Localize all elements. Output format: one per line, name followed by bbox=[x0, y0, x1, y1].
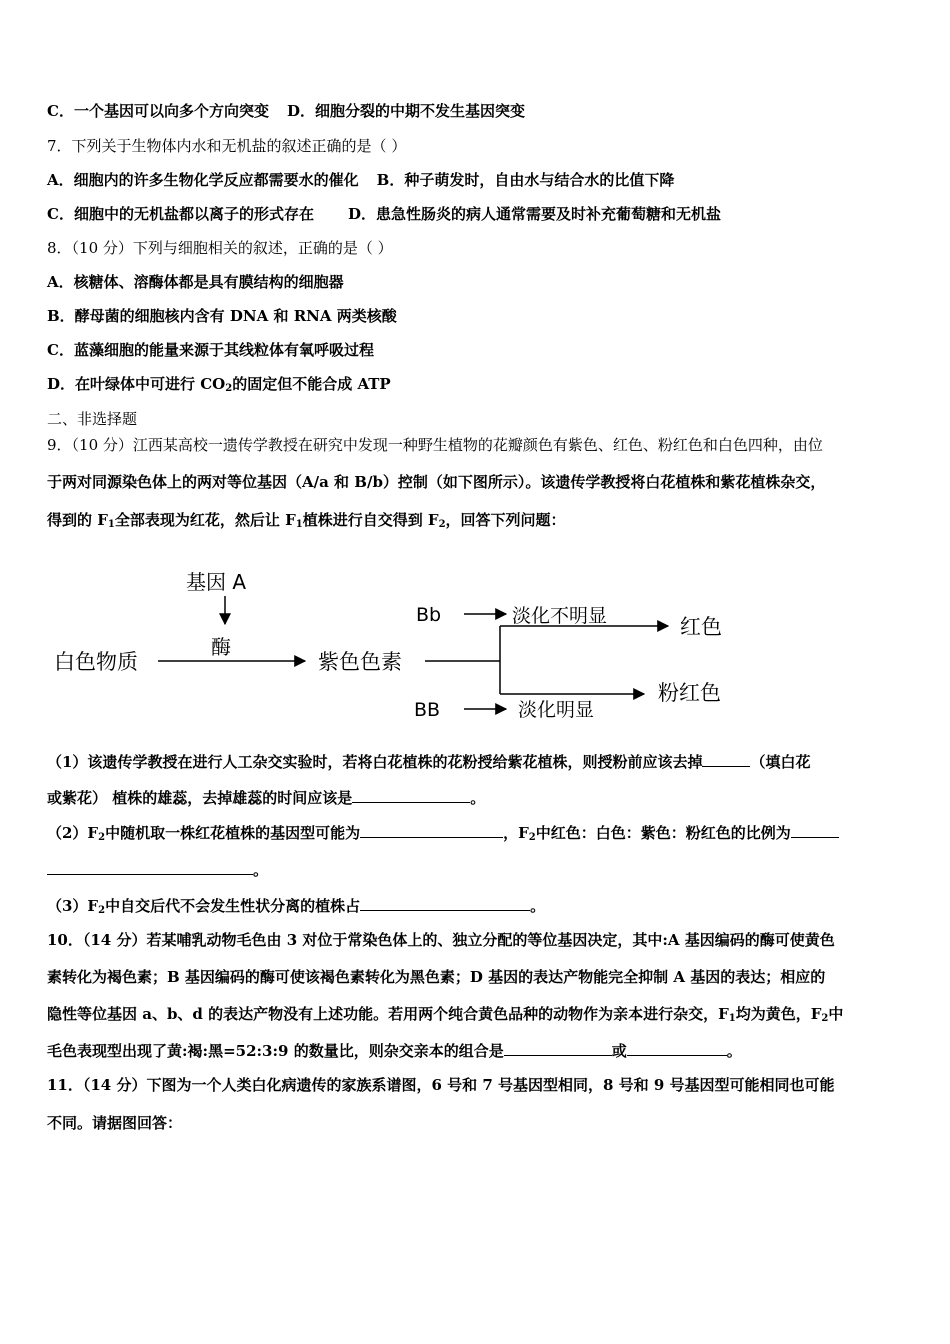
q9-p2-b: 中随机取一株红花植株的基因型可能为 bbox=[105, 824, 361, 842]
q7-options-cd bbox=[47, 204, 909, 224]
pigment-pathway-diagram bbox=[48, 562, 748, 732]
q10-line2: 素转化为褐色素；B 基因编码的酶可使该褐色素转化为黑色素；D 基因的表达产物能完全抑制 A 基因的表达；相应的 bbox=[47, 968, 826, 986]
q11-line1: 11．（14 分）下图为一个人类白化病遗传的家族系谱图，6 号和 7 号基因型相同，8 号和 9 号基因型可能相同也可能 bbox=[47, 1076, 835, 1094]
purple-pigment-label: 紫色色素 bbox=[318, 650, 402, 674]
q6-option-d: D．细胞分裂的中期不发生基因突变 bbox=[286, 102, 525, 120]
q8-stem: 8．（10 分）下列与细胞相关的叙述，正确的是（ ） bbox=[47, 239, 393, 257]
q11-line2: 不同。请据图回答： bbox=[47, 1114, 183, 1132]
q9-l3-c: 植株进行自交得到 F bbox=[302, 511, 439, 529]
q10-l3-sub1: 1 bbox=[728, 1013, 736, 1024]
q9-part1-line1 bbox=[47, 752, 909, 772]
genotype-bb-het-label: Bb bbox=[416, 604, 442, 626]
q7-option-b: B．种子萌发时，自由水与结合水的比值下降 bbox=[376, 171, 675, 189]
q7-stem: 7．下列关于生物体内水和无机盐的叙述正确的是（ ） bbox=[47, 137, 407, 155]
q8-option-d-post: 的固定但不能合成 ATP bbox=[232, 375, 391, 393]
q9-p3-a: （3）F bbox=[47, 897, 99, 915]
q9-p2-sub: 2 bbox=[98, 832, 106, 843]
q10-l4-b: 或 bbox=[611, 1042, 627, 1060]
q10-l4-c: 。 bbox=[726, 1042, 742, 1060]
q10-line4 bbox=[47, 1041, 909, 1061]
white-substance-label: 白色物质 bbox=[54, 650, 138, 674]
enzyme-label: 酶 bbox=[211, 635, 231, 659]
q10-l3-a: 隐性等位基因 a、b、d 的表达产物没有上述功能。若用两个纯合黄色品种的动物作为亲本进行杂交，F bbox=[47, 1005, 729, 1023]
q8-option-c: C．蓝藻细胞的能量来源于其线粒体有氧呼吸过程 bbox=[47, 341, 374, 359]
q9-p2-c: ，F bbox=[503, 824, 529, 842]
answer-blank[interactable] bbox=[504, 1041, 612, 1056]
q7-options-ab bbox=[47, 170, 909, 190]
q9-l3-d: ，回答下列问题： bbox=[445, 511, 566, 529]
q10-line1: 10．（14 分）若某哺乳动物毛色由 3 对位于常染色体上的、独立分配的等位基因决定，其中:A 基因编码的酶可使黄色 bbox=[47, 931, 835, 949]
q9-p3-b: 中自交后代不会发生性状分离的植株占 bbox=[105, 897, 361, 915]
q7-option-a: A．细胞内的许多生物化学反应都需要水的催化 bbox=[47, 171, 359, 189]
q9-p2-a: （2）F bbox=[47, 824, 99, 842]
answer-blank[interactable] bbox=[352, 788, 470, 803]
answer-blank[interactable] bbox=[702, 752, 750, 767]
q9-part2-line1 bbox=[47, 823, 909, 843]
q10-l4-a: 毛色表现型出现了黄:褐:黑=52:3:9 的数量比，则杂交亲本的组合是 bbox=[47, 1042, 504, 1060]
q10-line3 bbox=[47, 1004, 909, 1024]
q9-line1-text: 9．（10 分）江西某高校一遗传学教授在研究中发现一种野生植物的花瓣颜色有紫色、红色、粉红色和白色四种，由位 bbox=[47, 436, 823, 454]
q8-option-d-sub: 2 bbox=[225, 383, 233, 394]
answer-blank[interactable] bbox=[791, 823, 839, 838]
q8-option-d bbox=[47, 374, 909, 394]
q9-l3-sub1: 1 bbox=[107, 519, 115, 530]
q10-l3-sub2: 2 bbox=[821, 1013, 829, 1024]
pink-result-label: 粉红色 bbox=[658, 681, 721, 705]
q9-l3-a: 得到的 F bbox=[47, 511, 108, 529]
q6-option-c: C．一个基因可以向多个方向突变 bbox=[47, 102, 269, 120]
section-heading: 二、非选择题 bbox=[47, 410, 138, 428]
answer-blank[interactable] bbox=[627, 1041, 727, 1056]
q9-part2-line2 bbox=[47, 860, 909, 880]
q9-p2-sub2: 2 bbox=[528, 832, 536, 843]
light-strong-label: 淡化明显 bbox=[518, 699, 595, 721]
q8-option-d-pre: D．在叶绿体中可进行 CO bbox=[47, 375, 226, 393]
q9-stem-line3 bbox=[47, 510, 909, 530]
red-result-label: 红色 bbox=[680, 615, 722, 639]
answer-blank[interactable] bbox=[47, 860, 253, 875]
q8-option-a: A．核糖体、溶酶体都是具有膜结构的细胞器 bbox=[47, 273, 344, 291]
q9-l3-sub2: 2 bbox=[438, 519, 446, 530]
q6-options-row bbox=[47, 101, 909, 121]
q9-stem-line2: 于两对同源染色体上的两对等位基因（A/a 和 B/b）控制（如下图所示）。该遗传学教授将白花植株和紫花植株杂交， bbox=[47, 473, 826, 491]
q9-p1-b: （填白花 bbox=[750, 753, 811, 771]
q9-p1-c: 或紫花） 植株的雄蕊，去掉雄蕊的时间应该是 bbox=[47, 789, 353, 807]
q8-option-b: B．酵母菌的细胞核内含有 DNA 和 RNA 两类核酸 bbox=[47, 307, 397, 325]
q7-option-d: D．患急性肠炎的病人通常需要及时补充葡萄糖和无机盐 bbox=[347, 205, 721, 223]
q9-p2-d: 中红色：白色：紫色：粉红色的比例为 bbox=[535, 824, 791, 842]
q9-stem-line1 bbox=[47, 435, 909, 455]
q9-l3-sub1b: 1 bbox=[295, 519, 303, 530]
q7-option-c: C．细胞中的无机盐都以离子的形式存在 bbox=[47, 205, 314, 223]
q9-p1-d: 。 bbox=[470, 789, 486, 807]
q10-l3-b: 均为黄色，F bbox=[735, 1005, 822, 1023]
q9-p3-sub: 2 bbox=[98, 905, 106, 916]
answer-blank[interactable] bbox=[360, 896, 530, 911]
gene-a-label: 基因 A bbox=[186, 570, 247, 594]
genotype-bb-hom-label: BB bbox=[414, 699, 441, 721]
light-weak-label: 淡化不明显 bbox=[512, 605, 608, 627]
q9-part3 bbox=[47, 896, 909, 916]
answer-blank[interactable] bbox=[360, 823, 503, 838]
q9-p1-a: （1）该遗传学教授在进行人工杂交实验时，若将白花植株的花粉授给紫花植株，则授粉前应该去掉 bbox=[47, 753, 703, 771]
q10-l3-c: 中 bbox=[828, 1005, 844, 1023]
q9-p2-end: 。 bbox=[253, 861, 269, 879]
q9-p3-c: 。 bbox=[530, 897, 546, 915]
q9-part1-line2 bbox=[47, 788, 909, 808]
q9-l3-b: 全部表现为红花，然后让 F bbox=[114, 511, 296, 529]
